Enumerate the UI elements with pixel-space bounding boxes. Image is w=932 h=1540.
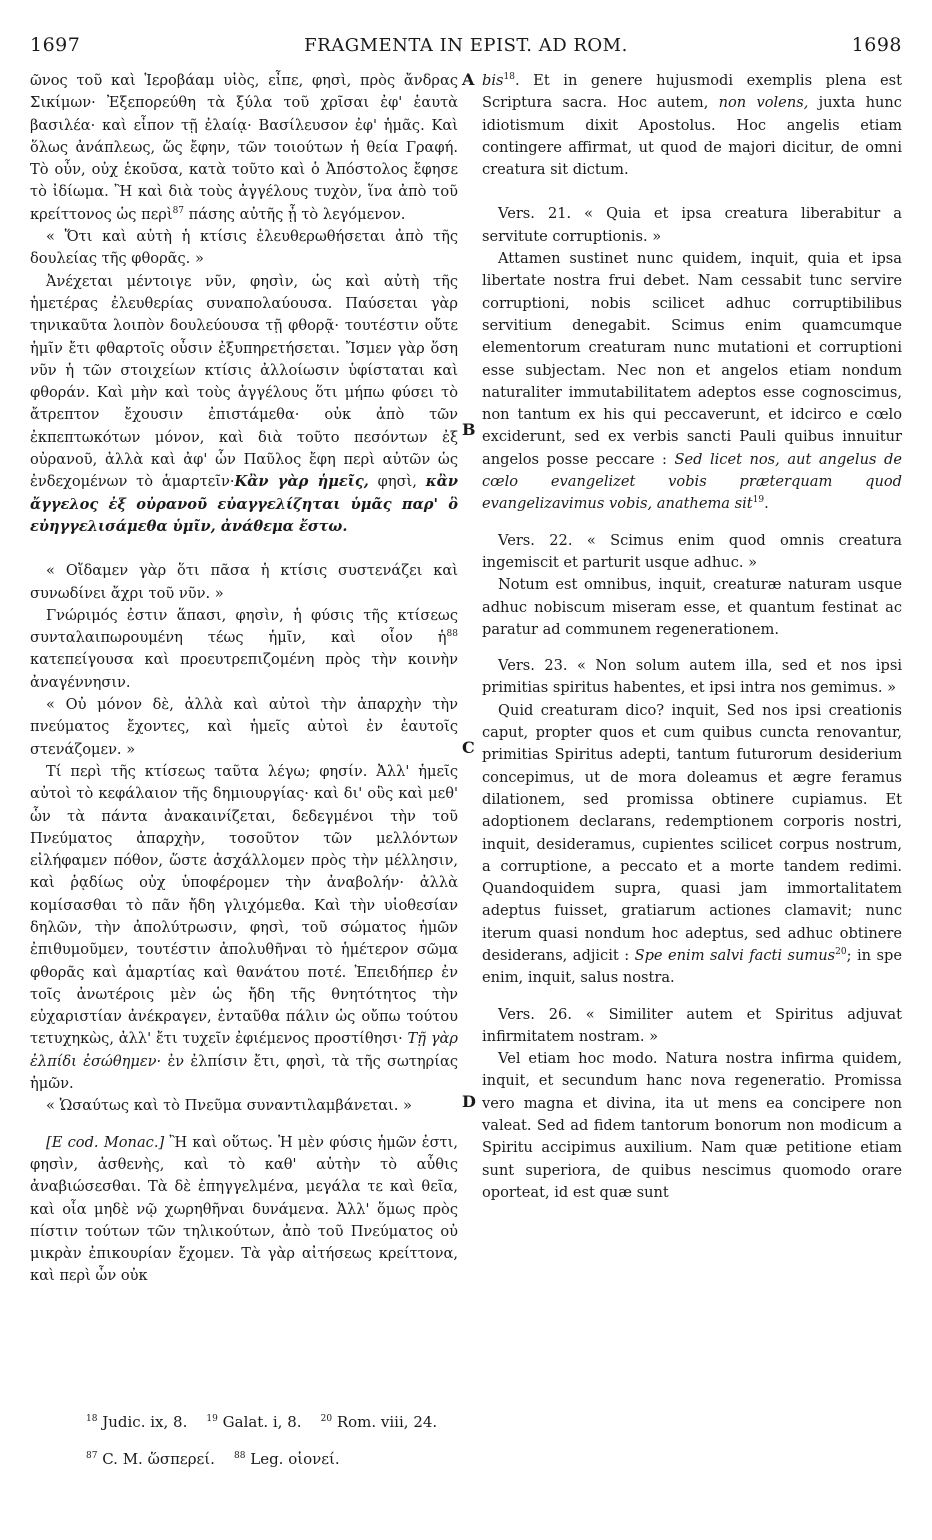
footnote-text: Leg. οἱονεί. <box>245 1450 340 1468</box>
running-title: FRAGMENTA IN EPIST. AD ROM. <box>304 35 628 56</box>
footnote-text: C. M. ὥσπερεί. <box>97 1450 215 1468</box>
page-number-left: 1697 <box>30 34 81 56</box>
greek-paragraph: ῶνος τοῦ καὶ Ἱεροβάαμ υἱὸς, εἶπε, φησὶ, πρὸς ἄνδρας Σικίμων· Ἐξεπορεύθη τὰ ξύλα τοῦ χρῖσαι ἐφ' ἑαυτὰ βασιλέα· καὶ εἶπον τῇ ἐλαίᾳ· Βασίλευσον ἐφ' ἡμᾶς. Καὶ ὅλως ἀνάπλεως, ὥς ἔφην, τῶν τοιούτων ἡ θεία Γραφή. Τὸ οὖν, οὐχ ἑκοῦσα, κατὰ τοῦτο καὶ ὁ Ἀπόστολος ἔφησε τὸ ἰδίωμα. Ἢ καὶ διὰ τοὺς ἀγγέλους τυχὸν, ἵνα ἀπὸ τοῦ κρείττονος ὡς περὶ$^{87}$ πάσης αὐτῆς ᾖ τὸ λεγόμενον. <box>30 72 458 223</box>
verse-heading-26-latin: Vers. 26. « Similiter autem et Spiritus adjuvat infirmitatem nostram. » <box>482 1005 902 1045</box>
latin-paragraph: Quid creaturam dico? inquit, Sed nos ipsi creationis caput, propter quos et cum quibus cuncta renovantur, primitias Spiritus adepti, tantum futurorum desiderium concepimus, ut de mora doleamus et ægre feramus dilationem, sed promissa obtinere cupiamus. Et adoptionem declarans, redemptionem corporis nostri, inquit, desideramus, cupientes scilicet corpus nostrum, a corruptione, a peccato et a morte tandem redimi. Quandoquidem supra, quasi jam immortalitatem adeptus fuisset, gratiarum actiones clamavit; nunc iterum quasi nondum hoc adeptus, sed adhuc obtinere desiderans, adjicit : Spe enim salvi facti sumus$^{20}$; in spe enim, inquit, salus nostra. <box>482 701 902 987</box>
greek-paragraph: Γνώριμός ἐστιν ἅπασι, φησὶν, ἡ φύσις τῆς κτίσεως συνταλαιπωρουμένη τέως ἡμῖν, καὶ οἷον ἡ$^{88}$ κατεπείγουσα καὶ προευτρεπιζομένη πρὸς τὴν κοινὴν ἀναγέννησιν. <box>30 606 458 691</box>
footnotes-latin: $^{18}$ Judic. ix, 8. $^{19}$ Galat. i, 8. $^{20}$ Rom. viii, 24. <box>86 1413 438 1431</box>
verse-heading-23-latin: Vers. 23. « Non solum autem illa, sed et nos ipsi primitias spiritus habentes, et ipsi intra nos gemimus. » <box>482 657 902 697</box>
verse-heading-21-greek: « Ὅτι καὶ αὐτὴ ἡ κτίσις ἐλευθερωθήσεται ἀπὸ τῆς δουλείας τῆς φθορᾶς. » <box>30 228 458 268</box>
latin-paragraph: Vel etiam hoc modo. Natura nostra infirma quidem, inquit, et secundum hanc nova regeneratio. Promissa vero magna et divina, ita ut mens ea concipere non valeat. Sed ad fidem tantorum bonorum non modicum a Spiritu accipimus auxilium. Nam quæ petitione etiam sunt superiora, de quibus nescimus quomodo orare oporteat, id est quæ sunt <box>482 1050 902 1201</box>
running-header <box>30 34 902 64</box>
latin-paragraph: Attamen sustinet nunc quidem, inquit, quia et ipsa libertate nostra frui debet. Nam cessabit tunc servire corruptioni, nobis scilicet adhuc corruptibilibus servitium denegabit. Scimus enim quamcumque elementorum creaturam nunc mutationi et corruptioni esse subjectam. Nec non et angelos etiam nondum naturaliter immutabilitatem adeptos esse cognoscimus, non tantum ex his qui peccaverunt, et idcirco e cœlo exciderunt, sed ex verbis sancti Pauli quibus innuitur angelos posse peccare : Sed licet nos, aut angelus de cœlo evangelizet vobis præterquam quod evangelizavimus vobis, anathema sit$^{19}$. <box>482 250 902 513</box>
footnote-ref: 20 <box>835 947 847 958</box>
latin-column <box>482 70 902 1204</box>
verse-heading-23-greek: « Οὐ μόνον δὲ, ἀλλὰ καὶ αὐτοὶ τὴν ἀπαρχὴν τὴν πνεύματος ἔχοντες, καὶ ἡμεῖς αὐτοὶ ἐν ἑαυτοῖς στενάζομεν. » <box>30 696 458 758</box>
latin-paragraph: Notum est omnibus, inquit, creaturæ naturam usque adhuc nobiscum miseram esse, et quantum festinat ac paratur ad communem regenerationem. <box>482 576 902 638</box>
verse-heading-22-greek: « Οἴδαμεν γὰρ ὅτι πᾶσα ἡ κτίσις συστενάζει καὶ συνωδίνει ἄχρι τοῦ νῦν. » <box>30 562 458 602</box>
greek-paragraph: Ἀνέχεται μέντοιγε νῦν, φησὶν, ὡς καὶ αὐτὴ τῆς ἡμετέρας ἐλευθερίας συναπολαύουσα. Παύσεται γὰρ τηνικαῦτα λοιπὸν δουλεύουσα τῇ φθορᾷ· τουτέστιν οὔτε ἡμῖν ἔτι φθαρτοῖς οὖσιν ἐξυπηρετήσεται. Ἴσμεν γὰρ ὅση νῦν ἡ τῶν στοιχείων κτίσις ἀλλοίωσιν ὑφίσταται καὶ φθοράν. Καὶ μὴν καὶ τοὺς ἀγγέλους ὅτι μήπω φύσει τὸ ἄτρεπτον ἔχουσιν ἐπιστάμεθα· οὐκ ἀπὸ τῶν ἐκπεπτωκότων μόνον, καὶ διὰ τοῦτο πεσόντων ἐξ οὐρανοῦ, ἀλλὰ καὶ ἀφ' ὧν Παῦλος ἔφη περὶ αὐτῶν ὡς ἐνδεχομένων τὸ ἁμαρτεῖν·Κἂν γὰρ ἡμεῖς, φησὶ, κἂν ἄγγελος ἐξ οὐρανοῦ εὐαγγελίζηται ὑμᾶς παρ' ὃ εὐηγγελισάμεθα ὑμῖν, ἀνάθεμα ἔστω. <box>30 272 458 535</box>
page-number-right: 1698 <box>851 34 902 56</box>
footnote-ref: 87 <box>172 205 185 216</box>
greek-column <box>30 70 458 1288</box>
margin-marker-a: A <box>462 70 475 89</box>
footnote-ref: 18 <box>503 72 515 83</box>
verse-heading-21-latin: Vers. 21. « Quia et ipsa creatura liberabitur a servitute corruptionis. » <box>482 205 902 245</box>
greek-paragraph: Τί περὶ τῆς κτίσεως ταῦτα λέγω; φησίν. Ἀλλ' ἡμεῖς αὐτοὶ τὸ κεφάλαιον τῆς δημιουργίας· καὶ δι' οὓς καὶ μεθ' ὧν τὰ πάντα ἀνακαινίζεται, δεδεγμένοι τὴν τοῦ Πνεύματος ἀπαρχὴν, τοσοῦτον τῶν μελλόντων εἰλήφαμεν πόθον, ὥστε ἀσχάλλομεν πρὸς τὴν μέλλησιν, καὶ ῥᾳδίως οὐχ ὑποφέρομεν τὴν ἀναβολήν· ἀλλὰ κομίσασθαι τὸ πᾶν ἤδη γλιχόμεθα. Καὶ τὴν υἱοθεσίαν δηλῶν, τὴν ἀπολύτρωσιν, φησὶ, τοῦ σώματος ἡμῶν ἐπιθυμοῦμεν, τουτέστιν ἀπολυθῆναι τὸ ἡμέτερον σῶμα φθορᾶς καὶ ἁμαρτίας καὶ θανάτου ποτέ. Ἐπειδήπερ ἐν τοῖς ἀνωτέροις μὲν ὡς ἤδη τῆς θνητότητος τὴν εὐχαριστίαν ἀνέκραγεν, ἐνταῦθα πάλιν ὡς οὔπω τούτου τετυχηκὼς, ἀλλ' ἔτι τυχεῖν ἐφιέμενος προστίθησι· Τῇ γὰρ ἐλπίδι ἐσώθημεν· ἐν ἐλπίσιν ἔτι, φησὶ, τὰ τῆς σωτηρίας ἡμῶν. <box>30 762 459 1093</box>
margin-marker-b: B <box>462 420 476 439</box>
verse-heading-22-latin: Vers. 22. « Scimus enim quod omnis creatura ingemiscit et parturit usque adhuc. » <box>482 531 902 571</box>
footnote-ref: 19 <box>752 495 765 506</box>
footnote-text: Judic. ix, 8. <box>97 1413 188 1431</box>
footnotes-greek: $^{87}$ C. M. ὥσπερεί. $^{88}$ Leg. οἱονεί. <box>86 1450 340 1468</box>
footnote-ref: 88 <box>446 629 458 640</box>
latin-paragraph: bis$^{18}$. Et in genere hujusmodi exemplis plena est Scriptura sacra. Hoc autem, non volens, juxta hunc idiotismum dixit Apostolus. Hoc angelis etiam contingere affirmat, ut quod de majori dicitur, de omni creatura sit dictum. <box>482 72 902 179</box>
footnote-text: Rom. viii, 24. <box>332 1413 438 1431</box>
margin-marker-c: C <box>462 738 475 757</box>
verse-heading-26-greek: « Ὡσαύτως καὶ τὸ Πνεῦμα συναντιλαμβάνεται. » <box>46 1097 412 1115</box>
greek-paragraph: [E cod. Monac.] Ἢ καὶ οὕτως. Ἡ μὲν φύσις ἡμῶν ἐστι, φησὶν, ἀσθενὴς, καὶ τὸ καθ' αὑτὴν τὸ αὖθις ἀναβιώσεσθαι. Τὰ δὲ ἐπηγγελμένα, μεγάλα τε καὶ θεῖα, καὶ οἷα μηδὲ νῷ χωρηθῆναι δυνάμενα. Ἀλλ' ὅμως πρὸς πίστιν τούτων τῶν τηλικούτων, ἀπὸ τοῦ Πνεύματος οὐ μικρὰν ἐπικουρίαν ἔχομεν. Τὰ γὰρ αἰτήσεως κρείττονα, καὶ περὶ ὧν οὐκ <box>30 1133 458 1285</box>
footnote-text: Galat. i, 8. <box>217 1413 302 1431</box>
margin-marker-d: D <box>462 1092 476 1111</box>
